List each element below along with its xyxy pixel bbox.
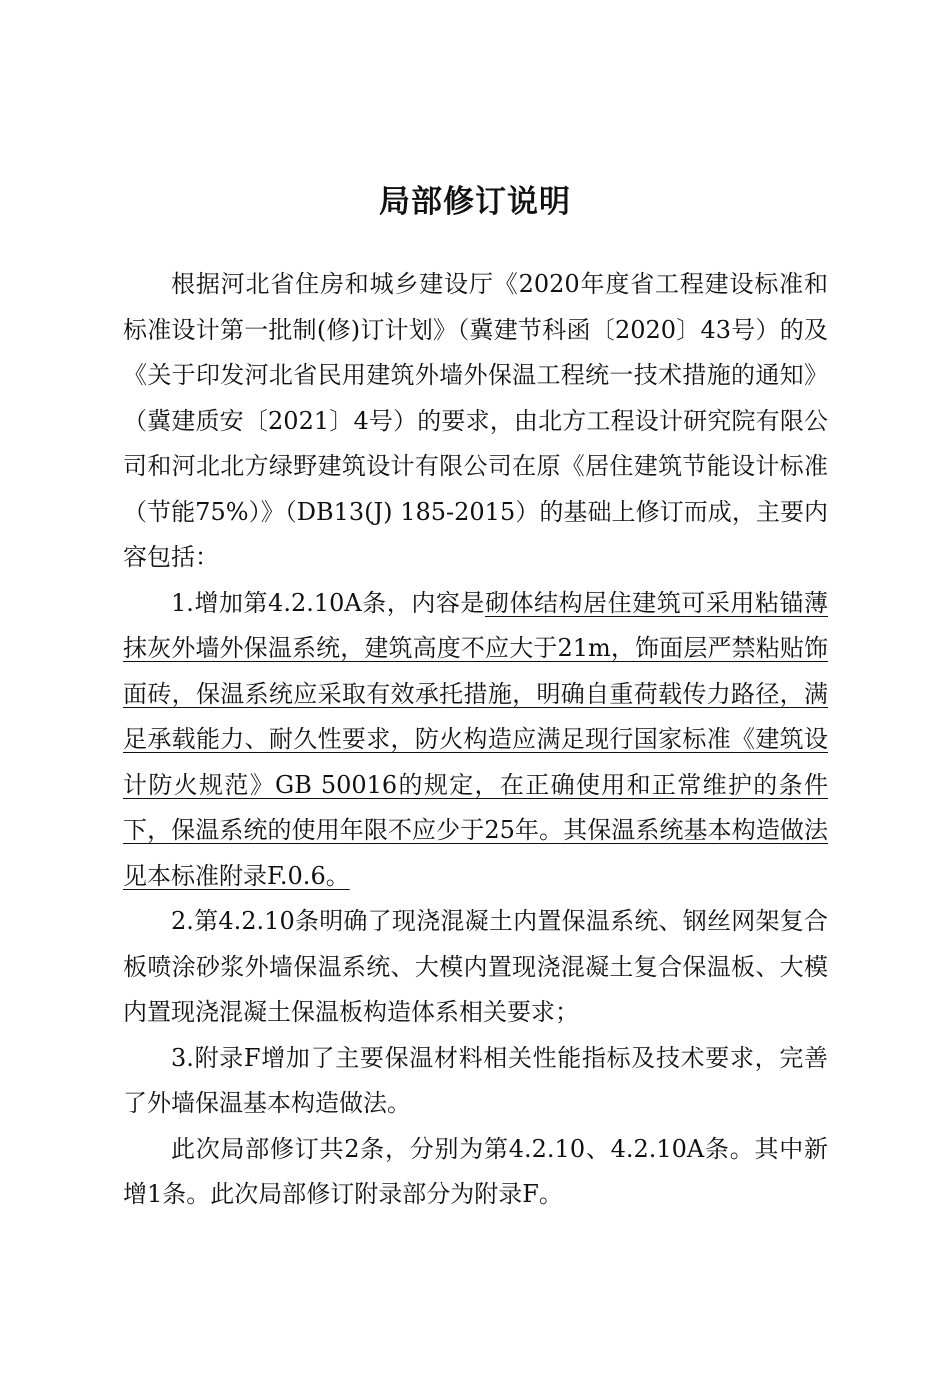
document-body	[123, 262, 828, 1218]
intro-paragraph: 根据河北省住房和城乡建设厅《2020年度省工程建设标准和标准设计第一批制(修)订计划》（冀建节科函〔2020〕43号）的及《关于印发河北省民用建筑外墙外保温工程统一技术措施的通知》（冀建质安〔2021〕4号）的要求，由北方工程设计研究院有限公司和河北北方绿野建筑设计有限公司在原《居住建筑节能设计标准（节能75%）》（DB13(J) 185-2015）的基础上修订而成，主要内容包括：	[123, 270, 828, 571]
document-title: 局部修订说明	[379, 184, 571, 220]
item-1-underlined-text: 砌体结构居住建筑可采用粘锚薄抹灰外墙外保温系统，建筑高度不应大于21m，饰面层严禁粘贴饰面砖，保温系统应采取有效承托措施，明确自重荷载传力路径，满足承载能力、耐久性要求，防火构造应满足现行国家标准《建筑设计防火规范》GB 50016的规定，在正确使用和正常维护的条件下，保温系统的使用年限不应少于25年。其保温系统基本构造做法见本标准附录F.0.6。	[123, 588, 828, 890]
item-1-paragraph	[123, 581, 828, 900]
item-2-paragraph: 2.第4.2.10条明确了现浇混凝土内置保温系统、钢丝网架复合板喷涂砂浆外墙保温系统、大模内置现浇混凝土复合保温板、大模内置现浇混凝土保温板构造体系相关要求；	[123, 907, 828, 1026]
summary-paragraph: 此次局部修订共2条，分别为第4.2.10、4.2.10A条。其中新增1条。此次局部修订附录部分为附录F。	[123, 1134, 828, 1208]
item-3-paragraph: 3.附录F增加了主要保温材料相关性能指标及技术要求，完善了外墙保温基本构造做法。	[123, 1043, 828, 1117]
item-1-prefix: 1.增加第4.2.10A条，内容是	[171, 588, 485, 617]
